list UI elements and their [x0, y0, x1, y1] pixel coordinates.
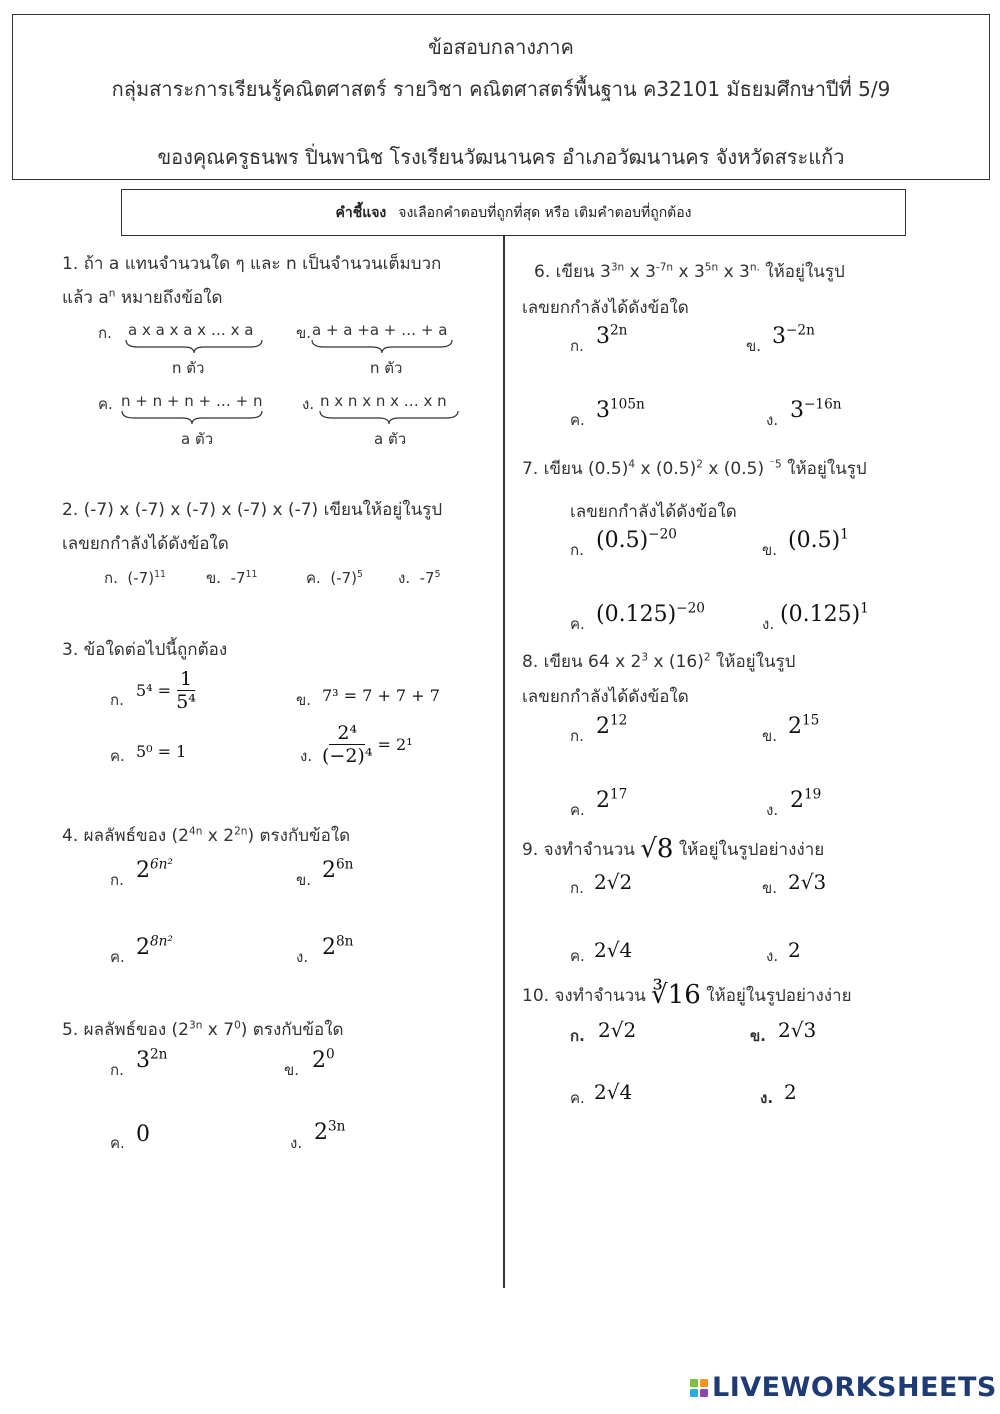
q9-option-d: 2 [788, 938, 801, 962]
q8-option-d [790, 788, 821, 813]
q6-b-base: 3 [772, 324, 786, 349]
q5-a-exp: 2n [150, 1046, 168, 1063]
q8-option-b [788, 714, 819, 739]
q6-option-a [596, 324, 627, 349]
q1-line2-sup: n [108, 287, 116, 300]
q1-under-c: a ตัว [181, 430, 214, 448]
q4-label-c: ค. [110, 948, 125, 966]
q10-line1 [522, 980, 852, 1010]
q2-option-d [398, 566, 441, 590]
q2-b-exp: 11 [245, 569, 258, 580]
q2-line2: เลขยกกำลังได้ดังข้อใด [62, 534, 229, 554]
q1-label-a: ก. [98, 324, 112, 342]
q10-l1b: ให้อยู่ในรูปอย่างง่าย [706, 985, 852, 1006]
q10-option-b: 2√3 [778, 1018, 817, 1042]
q4-d-base: 2 [322, 935, 336, 960]
q6-p3: x 3 [673, 262, 705, 282]
q6-p2: x 3 [624, 262, 656, 282]
q4-label-a: ก. [110, 871, 124, 889]
q7-c-base: (0.125) [596, 602, 677, 627]
q4-option-c [136, 935, 173, 960]
q3-line1: 3. ข้อใดต่อไปนี้ถูกต้อง [62, 640, 228, 660]
q10-label-c: ค. [570, 1089, 585, 1107]
q6-label-d: ง. [766, 411, 779, 429]
q8-label-b: ข. [762, 727, 778, 745]
q5-d-base: 2 [314, 1120, 328, 1145]
q5-option-a [136, 1048, 167, 1073]
teacher-line: ของคุณครูธนพร ปิ่นพานิช โรงเรียนวัฒนานคร อำเภอวัฒนานคร จังหวัดสระแก้ว [157, 145, 845, 169]
q7-b-base: (0.5) [788, 528, 841, 553]
q5-d-exp: 3n [328, 1118, 346, 1135]
q4-label-b: ข. [296, 871, 312, 889]
q1-brace-d [318, 409, 460, 425]
q1-label-b: ข. [296, 324, 312, 342]
q4-line1 [62, 822, 350, 849]
q9-label-b: ข. [762, 879, 778, 897]
q3-d-den: (−2)⁴ [322, 745, 373, 767]
q5-option-c: 0 [136, 1122, 150, 1147]
q5-label-d: ง. [290, 1134, 303, 1152]
q7-a-exp: −20 [648, 526, 677, 543]
q2-c-base: (-7) [330, 569, 358, 587]
instructions-text: จงเลือกคำตอบที่ถูกที่สุด หรือ เติมคำตอบที่ถูกต้อง [398, 204, 692, 221]
q9-line1 [522, 834, 824, 864]
q10-option-a: 2√2 [598, 1018, 637, 1042]
q5-option-b [312, 1048, 335, 1073]
q4-option-b [322, 858, 353, 883]
q4-option-a [136, 858, 173, 883]
q1-brace-b [310, 338, 454, 354]
q1-line2 [62, 284, 223, 311]
q8-label-c: ค. [570, 801, 585, 819]
q9-l1b: ให้อยู่ในรูปอย่างง่าย [678, 839, 825, 860]
q10-l1a: 10. จงทำจำนวน [522, 985, 646, 1006]
q7-a-base: (0.5) [596, 528, 649, 553]
q6-line1 [534, 258, 845, 285]
q4-l1s1: 4n [189, 825, 203, 838]
q8-b-base: 2 [788, 714, 802, 739]
q4-c-base: 2 [136, 935, 150, 960]
q6-c-base: 3 [596, 398, 610, 423]
q5-l1s2: 0 [234, 1019, 241, 1032]
q8-d-base: 2 [790, 788, 804, 813]
q4-a-exp: 6n² [150, 856, 173, 873]
q6-option-c [596, 398, 645, 423]
q10-label-b: ข. [750, 1027, 766, 1045]
liveworksheets-logo [690, 1372, 997, 1403]
q8-option-a [596, 714, 627, 739]
q3-a-lhs: 5⁴ = [136, 681, 172, 700]
q10-option-d: 2 [784, 1080, 797, 1104]
q6-option-d [790, 398, 842, 423]
q10-label-d: ง. [760, 1089, 774, 1107]
q4-b-exp: 6n [336, 856, 354, 873]
q3-option-c: 5⁰ = 1 [136, 742, 187, 761]
q9-label-d: ง. [766, 947, 779, 965]
q4-a-base: 2 [136, 858, 150, 883]
q6-label-b: ข. [746, 337, 762, 355]
q3-label-c: ค. [110, 747, 125, 765]
q3-label-a: ก. [110, 691, 124, 709]
q8-option-c [596, 788, 627, 813]
q5-l1c: ) ตรงกับข้อใด [240, 1020, 344, 1040]
q9-option-b: 2√3 [788, 870, 827, 894]
q7-s1: 4 [628, 458, 636, 471]
liveworksheets-logo-text: LIVEWORKSHEETS [712, 1372, 997, 1403]
q7-label-b: ข. [762, 541, 778, 559]
q9-option-c: 2√4 [594, 938, 633, 962]
q6-b-exp: −2n [786, 322, 815, 339]
q4-l1c: ) ตรงกับข้อใด [247, 826, 351, 846]
q4-d-exp: 8n [336, 933, 354, 950]
q4-l1s2: 2n [234, 825, 248, 838]
q8-line1 [522, 648, 795, 675]
q6-l1a: 6. เขียน 3 [534, 262, 611, 282]
q9-label-a: ก. [570, 879, 584, 897]
q6-option-b [772, 324, 815, 349]
instructions-box [121, 189, 906, 236]
q2-option-b [206, 566, 257, 590]
q10-option-c: 2√4 [594, 1080, 633, 1104]
q6-d-base: 3 [790, 398, 804, 423]
q6-s3: 5n [704, 261, 719, 274]
q8-label-d: ง. [766, 801, 779, 819]
q2-a-base: (-7) [127, 569, 155, 587]
instructions-label: คำชี้แจง [335, 204, 387, 221]
q9-radical: √8 [640, 834, 674, 864]
q6-label-c: ค. [570, 411, 585, 429]
q2-line1: 2. (-7) x (-7) x (-7) x (-7) x (-7) เขียนให้อยู่ในรูป [62, 500, 443, 520]
q5-label-b: ข. [284, 1061, 300, 1079]
q4-option-d [322, 935, 353, 960]
q8-s2: 2 [703, 651, 711, 664]
q5-option-d [314, 1120, 345, 1145]
q3-label-b: ข. [296, 691, 312, 709]
q1-under-d: a ตัว [374, 430, 407, 448]
q1-line2-b: หมายถึงข้อใด [115, 288, 223, 308]
q7-label-c: ค. [570, 615, 585, 633]
q3-option-a [136, 668, 196, 713]
q2-c-exp: 5 [357, 569, 363, 580]
q8-c-base: 2 [596, 788, 610, 813]
q6-s1: 3n [610, 261, 625, 274]
q2-b-base: -7 [230, 569, 246, 587]
q3-d-num: 2⁴ [329, 722, 365, 745]
q6-c-exp: 105n [610, 396, 645, 413]
q6-l1b: ให้อยู่ในรูป [759, 262, 845, 282]
q6-label-a: ก. [570, 337, 584, 355]
q6-a-exp: 2n [610, 322, 628, 339]
q3-a-den: 5⁴ [176, 691, 196, 713]
q1-line2-a: แล้ว a [62, 288, 109, 308]
q7-c-exp: −20 [676, 600, 705, 617]
q6-s4: n. [749, 261, 760, 274]
q1-label-c: ค. [98, 395, 113, 413]
q1-option-c: n + n + n + … + n [121, 392, 263, 410]
q5-b-base: 2 [312, 1048, 326, 1073]
q5-l1a: 5. ผลลัพธ์ของ (2 [62, 1020, 189, 1040]
q7-line1 [522, 455, 867, 482]
q7-s3: ⁻5 [769, 458, 782, 471]
q1-brace-c [120, 409, 264, 425]
q7-option-d [780, 602, 869, 627]
q8-a-exp: 12 [610, 712, 628, 729]
q7-label-a: ก. [570, 541, 584, 559]
q7-l1b: ให้อยู่ในรูป [781, 459, 867, 479]
q5-l1b: x 7 [202, 1020, 235, 1040]
q1-option-a: a x a x a x … x a [128, 321, 254, 339]
q2-label-c: ค. [306, 569, 321, 587]
q5-label-a: ก. [110, 1061, 124, 1079]
q2-d-exp: 5 [434, 569, 441, 580]
q1-line1: 1. ถ้า a แทนจำนวนใด ๆ และ n เป็นจำนวนเต็มบวก [62, 254, 442, 274]
q5-a-base: 3 [136, 1048, 150, 1073]
q6-s2: -7n [655, 261, 674, 274]
q7-line2: เลขยกกำลังได้ดังข้อใด [570, 502, 737, 522]
q5-line1 [62, 1016, 344, 1043]
q1-under-b: n ตัว [370, 359, 403, 377]
q8-c-exp: 17 [610, 786, 628, 803]
q6-d-exp: −16n [804, 396, 842, 413]
q4-c-exp: 8n² [150, 933, 173, 950]
q2-a-exp: 11 [154, 569, 166, 580]
q8-d-exp: 19 [804, 786, 822, 803]
liveworksheets-logo-icon [690, 1379, 708, 1397]
q7-label-d: ง. [762, 615, 775, 633]
q7-option-c [596, 602, 705, 627]
subject-line: กลุ่มสาระการเรียนรู้คณิตศาสตร์ รายวิชา คณิตศาสตร์พื้นฐาน ค32101 มัธยมศึกษาปีที่ 5/9 [111, 77, 891, 101]
q8-l1a: 8. เขียน 64 x 2 [522, 652, 642, 672]
q2-option-c [306, 566, 363, 590]
q7-p3: x (0.5) [702, 459, 770, 479]
q8-line2: เลขยกกำลังได้ดังข้อใด [522, 687, 689, 707]
q4-label-d: ง. [296, 948, 309, 966]
q3-option-b: 7³ = 7 + 7 + 7 [322, 686, 440, 705]
q2-label-d: ง. [398, 569, 411, 587]
q7-l1a: 7. เขียน (0.5) [522, 459, 629, 479]
q7-p2: x (0.5) [635, 459, 697, 479]
q7-option-b [788, 528, 849, 553]
q9-label-c: ค. [570, 947, 585, 965]
q8-l1b: ให้อยู่ในรูป [710, 652, 796, 672]
q7-option-a [596, 528, 677, 553]
q10-label-a: ก. [570, 1027, 585, 1045]
q2-label-a: ก. [104, 569, 118, 587]
exam-title: ข้อสอบกลางภาค [428, 35, 574, 59]
q1-label-d: ง. [302, 395, 315, 413]
q6-line2: เลขยกกำลังได้ดังข้อใด [522, 298, 689, 318]
q3-a-fraction [176, 668, 196, 713]
q2-label-b: ข. [206, 569, 222, 587]
q8-a-base: 2 [596, 714, 610, 739]
q3-a-num: 1 [177, 668, 195, 691]
q5-label-c: ค. [110, 1134, 125, 1152]
q5-b-exp: 0 [326, 1046, 335, 1063]
q7-d-exp: 1 [860, 600, 869, 617]
header-box [12, 14, 990, 180]
q9-l1a: 9. จงทำจำนวน [522, 839, 635, 860]
q7-s2: 2 [696, 458, 703, 471]
q8-b-exp: 15 [802, 712, 820, 729]
q4-b-base: 2 [322, 858, 336, 883]
q1-under-a: n ตัว [172, 359, 205, 377]
q8-s1: 3 [641, 651, 649, 664]
q9-option-a: 2√2 [594, 870, 633, 894]
q4-l1b: x 2 [202, 826, 235, 846]
q2-option-a [104, 566, 166, 590]
q3-label-d: ง. [300, 747, 313, 765]
column-divider [503, 236, 505, 1288]
q2-d-base: -7 [419, 569, 435, 587]
q10-radical: ∛16 [651, 980, 701, 1010]
q5-l1s1: 3n [189, 1019, 203, 1032]
q6-a-base: 3 [596, 324, 610, 349]
q4-l1a: 4. ผลลัพธ์ของ (2 [62, 826, 189, 846]
q8-p2: x (16) [648, 652, 704, 672]
q1-option-b: a + a +a + … + a [312, 321, 448, 339]
q7-d-base: (0.125) [780, 602, 861, 627]
q1-option-d: n x n x n x … x n [320, 392, 447, 410]
q8-label-a: ก. [570, 727, 584, 745]
q1-brace-a [124, 338, 264, 354]
q3-d-fraction [322, 722, 372, 767]
q6-p4: x 3 [718, 262, 750, 282]
q3-d-rhs: = 2¹ [377, 735, 413, 754]
q3-option-d [322, 722, 413, 767]
q7-b-exp: 1 [840, 526, 849, 543]
